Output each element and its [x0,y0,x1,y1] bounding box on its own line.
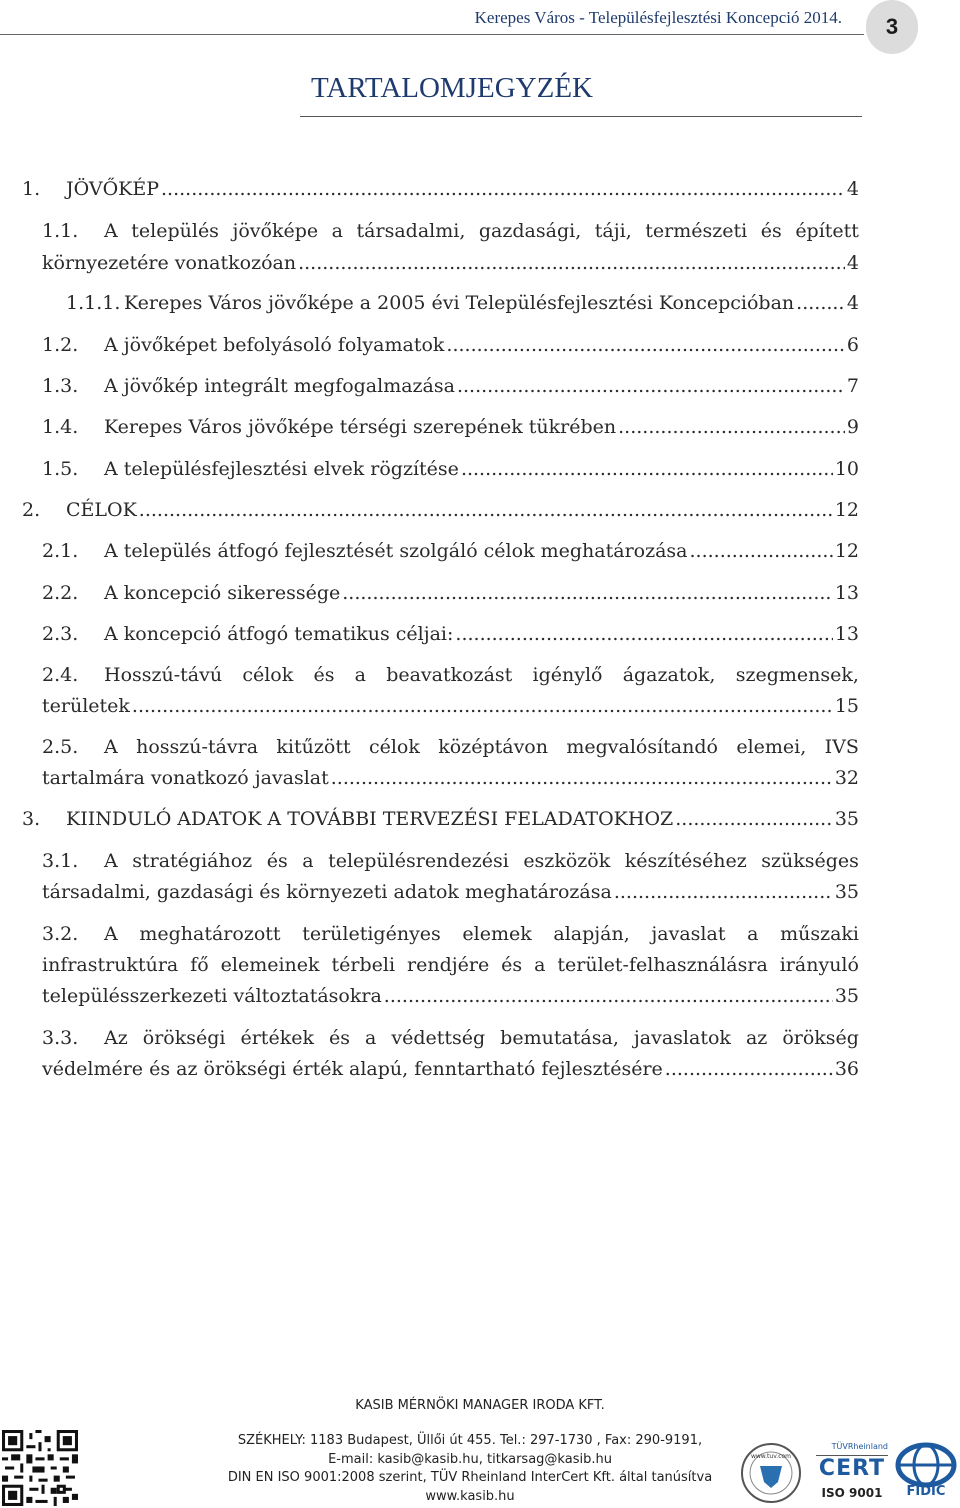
toc-entry-number: 2.2. [42,582,79,604]
toc-entry-text: településszerkezeti változtatásokra [42,985,382,1007]
toc-entry-page: 35 [834,985,859,1007]
toc-entry-text: A koncepció sikeressége [104,582,341,604]
toc-dot-leader [342,582,833,604]
toc-entry[interactable] [66,292,859,320]
toc-entry[interactable] [42,664,859,726]
tuv-certification-seal-icon [740,1442,802,1504]
toc-dot-leader [298,252,845,274]
toc-entry-text: tartalmára vonatkozó javaslat [42,767,329,789]
toc-entry-page: 4 [846,178,859,200]
cert-brand: TÜVRheinland [816,1442,888,1456]
toc-entry-page: 36 [834,1058,859,1080]
toc-entry-text: Kerepes Város jövőképe a 2005 évi Településfejlesztési Koncepcióban [124,292,795,314]
toc-entry-text: A jövőkép integrált megfogalmazása [104,375,455,397]
footer-website[interactable]: www.kasib.hu [425,1489,515,1504]
toc-entry-number: 1.3. [42,375,79,397]
toc-entry-number: 3.2. [42,923,79,945]
toc-entry-number: 1. [22,178,41,200]
toc-entry[interactable] [42,416,859,444]
seal-text: www.tuv.com [750,1453,792,1460]
toc-entry[interactable] [42,458,859,486]
toc-entry-page: 15 [834,695,859,717]
toc-entry-number: 1.4. [42,416,79,438]
toc-entry[interactable] [22,808,859,836]
toc-dot-leader [139,499,833,521]
fidic-word: FIDIC [906,1484,946,1499]
toc-entry-text: A meghatározott területigényes elemek alapján, javaslat a műszaki [104,923,859,945]
toc-dot-leader [796,292,845,314]
toc-entry-number: 1.5. [42,458,79,480]
toc-entry-page: 9 [846,416,859,438]
footer-iso-note: DIN EN ISO 9001:2008 szerint, TÜV Rheinland InterCert Kft. által tanúsítva [227,1470,713,1485]
toc-entry-number: 1.2. [42,334,79,356]
toc-dot-leader [161,178,845,200]
toc-entry-text: KIINDULÓ ADATOK A TOVÁBBI TERVEZÉSI FELADATOKHOZ [66,808,674,830]
toc-entry-page: 7 [846,375,859,397]
toc-entry-number: 2.1. [42,540,79,562]
toc-entry[interactable] [42,850,859,912]
page-number-badge: 3 [866,0,918,54]
footer-company-name: KASIB MÉRNÖKI MANAGER IRODA KFT. [355,1398,605,1413]
cert-word: CERT [818,1456,886,1481]
toc-dot-leader [618,416,845,438]
toc-entry-text: Kerepes Város jövőképe térségi szerepének tükrében [104,416,617,438]
footer-email: E-mail: kasib@kasib.hu, titkarsag@kasib.hu [328,1452,612,1467]
toc-entry-text: A jövőképet befolyásoló folyamatok [104,334,445,356]
toc-entry-number: 2.5. [42,736,79,758]
toc-entry-text: JÖVŐKÉP [66,178,160,200]
toc-entry[interactable] [22,178,859,206]
toc-entry-text: Hosszú-távú célok és a beavatkozást igénylő ágazatok, szegmensek, [104,664,859,686]
toc-entry-text: A település jövőképe a társadalmi, gazdasági, táji, természeti és épített [104,220,859,242]
toc-dot-leader [461,458,833,480]
toc-dot-leader [675,808,833,830]
toc-title: TARTALOMJEGYZÉK [311,72,593,104]
toc-dot-leader [384,985,833,1007]
fidic-logo [894,1442,958,1504]
toc-dot-leader [665,1058,833,1080]
toc-dot-leader [331,767,833,789]
toc-entry-text: környezetére vonatkozóan [42,252,297,274]
cert-iso: ISO 9001 [821,1486,883,1500]
toc-entry[interactable] [42,220,859,282]
toc-dot-leader [446,334,845,356]
toc-entry-page: 10 [834,458,859,480]
toc-entry-text: A település átfogó fejlesztését szolgáló célok meghatározása [104,540,688,562]
toc-entry-number: 3.1. [42,850,79,872]
toc-dot-leader [132,695,833,717]
toc-entry[interactable] [42,375,859,403]
toc-entry-number: 3.3. [42,1027,79,1049]
fidic-globe-icon [894,1442,958,1488]
toc-title-rule [300,116,862,117]
toc-dot-leader [457,375,845,397]
toc-entry-text: infrastruktúra fő elemeinek térbeli rendjére és a terület-felhasználásra irányuló [42,954,859,976]
toc-dot-leader [690,540,833,562]
toc-entry-text: CÉLOK [66,499,137,521]
toc-entry[interactable] [42,540,859,568]
toc-entry-text: védelmére és az örökségi érték alapú, fenntartható fejlesztésére [42,1058,663,1080]
toc-entry-text: A hosszú-távra kitűzött célok középtávon megvalósítandó elemei, IVS [104,736,859,758]
running-header-title: Kerepes Város - Településfejlesztési Koncepció 2014. [474,8,842,27]
toc-entry-page: 12 [834,499,859,521]
tuv-cert-logo [816,1442,888,1504]
toc-entry-text: A településfejlesztési elvek rögzítése [104,458,459,480]
toc-entry-number: 2. [22,499,41,521]
toc-entry-page: 6 [846,334,859,356]
toc-entry-text: területek [42,695,130,717]
footer-address: SZÉKHELY: 1183 Budapest, Üllői út 455. Tel.: 297-1730 , Fax: 290-9191, [237,1433,703,1448]
toc-entry-page: 35 [834,808,859,830]
toc-entry[interactable] [42,736,859,798]
toc-entry-number: 1.1. [42,220,79,242]
toc-entry-page: 12 [834,540,859,562]
header-rule [0,34,864,35]
toc-entry[interactable] [42,582,859,610]
toc-entry-text: A koncepció átfogó tematikus céljai: [104,623,454,645]
toc-entry-page: 35 [834,881,859,903]
toc-entry-page: 32 [834,767,859,789]
toc-entry-text: A stratégiához és a településrendezési eszközök készítéséhez szükséges [104,850,859,872]
toc-entry-text: Az örökségi értékek és a védettség bemutatása, javaslatok az örökség [104,1027,859,1049]
toc-entry[interactable] [42,334,859,362]
toc-entry-page: 4 [846,252,859,274]
toc-entry-page: 13 [834,582,859,604]
toc-entry-text: társadalmi, gazdasági és környezeti adatok meghatározása [42,881,612,903]
toc-entry-number: 3. [22,808,41,830]
toc-dot-leader [455,623,832,645]
toc-entry[interactable] [42,1027,859,1089]
toc-entry-number: 2.4. [42,664,79,686]
toc-entry[interactable] [42,923,859,1015]
toc-entry-page: 4 [846,292,859,314]
toc-entry-number: 1.1.1. [66,292,121,314]
qr-code-icon [2,1430,78,1506]
toc-entry[interactable] [42,623,859,651]
toc-entry-number: 2.3. [42,623,79,645]
toc-dot-leader [614,881,833,903]
toc-entry-page: 13 [834,623,859,645]
toc-entry[interactable] [22,499,859,527]
